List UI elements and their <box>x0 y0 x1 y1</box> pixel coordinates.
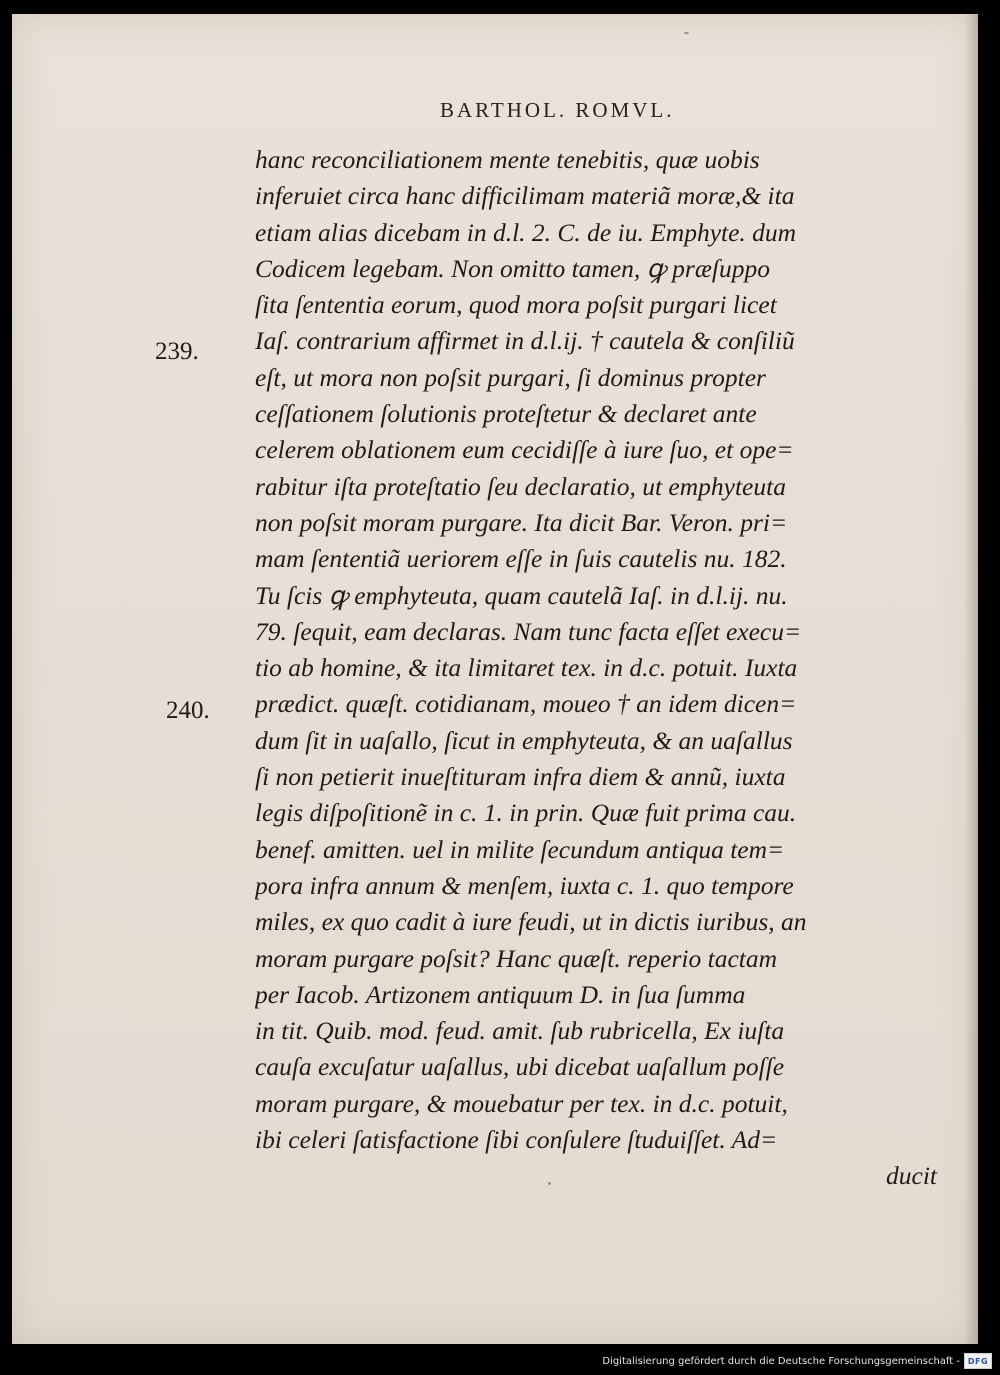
paper-fleck <box>548 1182 551 1185</box>
text-block <box>255 142 945 1195</box>
text-line: in tit. Quib. mod. feud. amit. ſub rubricella, Ex iuſta <box>255 1016 785 1046</box>
text-line: cauſa excuſatur uaſallus, ubi dicebat uaſallum poſſe <box>255 1052 785 1082</box>
text-line: benef. amitten. uel in milite ſecundum antiqua tem= <box>255 834 785 864</box>
dfg-logo-text: DFG <box>967 1356 989 1366</box>
text-line: hanc reconciliationem mente tenebitis, quæ uobis <box>255 145 760 174</box>
text-line: miles, ex quo cadit à iure feudi, ut in dictis iuribus, an <box>255 907 807 937</box>
dfg-logo-icon[interactable] <box>964 1353 992 1369</box>
text-line: Iaſ. contrarium affirmet in d.l.ij. † cautela & conſiliũ <box>255 326 795 356</box>
text-line: inferuiet circa hanc difficilimam materiã moræ,& ita <box>255 181 795 211</box>
text-line: per Iacob. Artizonem antiquum D. in ſua ſumma <box>255 979 746 1009</box>
text-line: moram purgare, & mouebatur per tex. in d.c. potuit, <box>255 1088 788 1118</box>
book-page <box>12 14 978 1344</box>
catchword: ducit <box>886 1161 937 1191</box>
text-line: ceſſationem ſolutionis proteſtetur & declaret ante <box>255 399 757 429</box>
text-line: ibi celeri ſatisfactione ſibi conſulere ſtuduiſſet. Ad= <box>255 1125 778 1155</box>
text-line: celerem oblationem eum cecidiſſe à iure ſuo, et ope= <box>255 435 794 465</box>
paper-fleck <box>684 32 689 34</box>
running-head: BARTHOL. ROMVL. <box>440 98 675 122</box>
marginal-number-240: 240. <box>166 697 210 724</box>
marginal-number-239: 239. <box>155 338 199 365</box>
page-edge-shadow <box>964 14 978 1344</box>
text-line: 79. ſequit, eam declaras. Nam tunc facta eſſet execu= <box>255 616 802 646</box>
text-line: Codicem legebam. Non omitto tamen, ꝙ præſuppo <box>255 253 770 283</box>
footer-text: Digitalisierung gefördert durch die Deutsche Forschungsgemeinschaft - <box>602 1355 960 1367</box>
text-line: eſt, ut mora non poſsit purgari, ſi dominus propter <box>255 362 766 392</box>
text-line: tio ab homine, & ita limitaret tex. in d.c. potuit. Iuxta <box>255 653 798 683</box>
text-line: Tu ſcis ꝙ emphyteuta, quam cautelã Iaſ. in d.l.ij. nu. <box>255 580 788 610</box>
text-line: dum ſit in uaſallo, ſicut in emphyteuta, & an uaſallus <box>255 725 793 755</box>
text-line: pora infra annum & menſem, iuxta c. 1. quo tempore <box>255 870 794 900</box>
text-line: ſi non petierit inueſtituram infra diem & annũ, iuxta <box>255 762 786 792</box>
text-line: rabitur iſta proteſtatio ſeu declaratio, ut emphyteuta <box>255 471 786 501</box>
text-line: mam ſententiã ueriorem eſſe in ſuis cautelis nu. 182. <box>255 544 787 574</box>
text-line: etiam alias dicebam in d.l. 2. C. de iu. Emphyte. dum <box>255 217 797 247</box>
text-line: legis diſpoſitionẽ in c. 1. in prin. Quæ fuit prima cau. <box>255 798 797 828</box>
digitization-footer <box>602 1350 992 1372</box>
text-line: ſita ſententia eorum, quod mora poſsit purgari licet <box>255 290 777 320</box>
text-line: prædict. quæſt. cotidianam, moueo † an idem dicen= <box>255 689 797 719</box>
text-line: moram purgare poſsit? Hanc quæſt. reperio tactam <box>255 943 778 973</box>
text-line: non poſsit moram purgare. Ita dicit Bar. Veron. pri= <box>255 507 788 537</box>
